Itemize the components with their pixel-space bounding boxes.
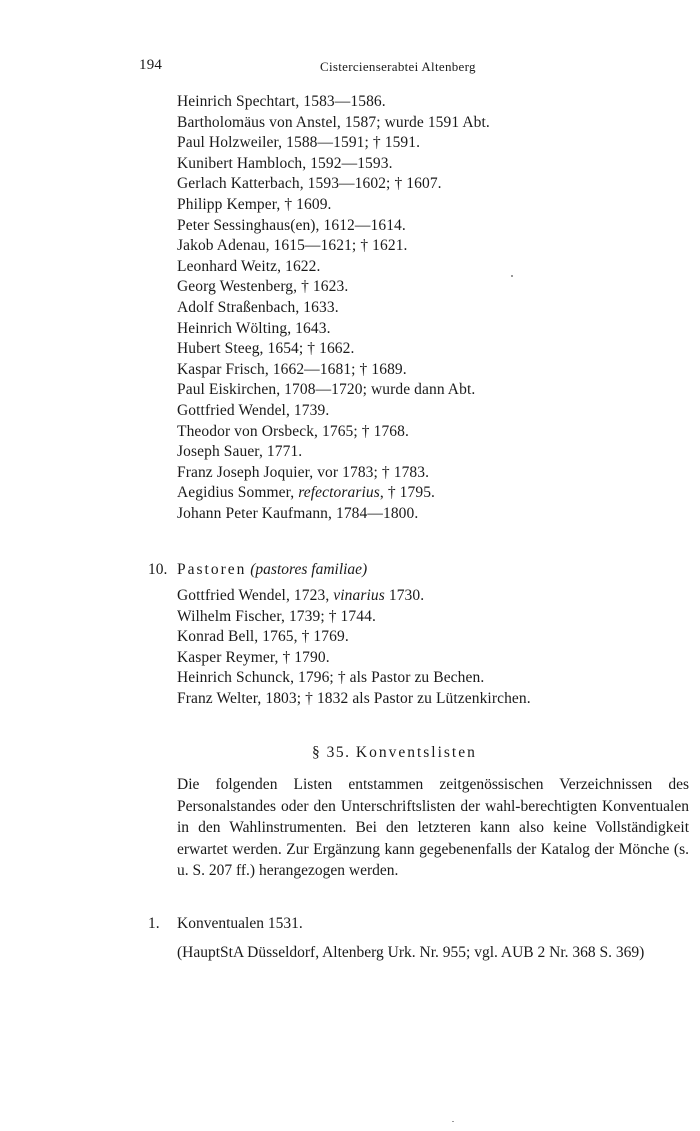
section-title	[177, 560, 367, 581]
entry-text: Gottfried Wendel, 1739.	[177, 401, 330, 419]
list-item	[177, 92, 692, 113]
entry-text: Jakob Adenau, 1615—1621; † 1621.	[177, 237, 408, 255]
entry-text: Bartholomäus von Anstel, 1587; wurde 1591 Abt.	[177, 113, 490, 131]
list-item	[177, 257, 692, 278]
list-item	[177, 216, 692, 237]
item-number: 1.	[148, 915, 160, 932]
entry-text: Johann Peter Kaufmann, 1784—1800.	[177, 504, 419, 522]
list-item	[177, 483, 692, 504]
entry-text: Aegidius Sommer,	[177, 484, 299, 502]
intro-paragraph: Die folgenden Listen entstammen zeitgenössischen Verzeichnissen des Personalstandes oder den Unterschriftslisten der wahl-berechtigten Konventualen in den Wahlinstrumenten. Bei den letzteren kann also keine Vollständigkeit erwartet werden. Zur Ergänzung kann gegebenenfalls der Katalog der Mönche (s. u. S. 207 ff.) herangezogen werden.	[177, 776, 689, 880]
list-item	[177, 360, 692, 381]
pastor-list	[177, 586, 531, 710]
entry-text: Wilhelm Fischer, 1739; † 1744.	[177, 607, 376, 625]
entry-text: Adolf Straßenbach, 1633.	[177, 298, 339, 316]
list-item	[177, 380, 692, 401]
list-item	[177, 298, 692, 319]
list-item	[177, 113, 692, 134]
section-heading	[312, 744, 477, 762]
item-title: Konventualen 1531.	[177, 915, 303, 932]
entry-text-suffix: 1730.	[384, 587, 425, 604]
list-item	[177, 133, 692, 154]
list-item	[177, 401, 692, 422]
entry-text: Gerlach Katterbach, 1593—1602; † 1607.	[177, 175, 442, 193]
entry-text: Hubert Steeg, 1654; † 1662.	[177, 340, 355, 358]
list-item	[177, 174, 692, 195]
list-item	[177, 422, 692, 443]
entry-text: Paul Eiskirchen, 1708—1720; wurde dann Abt.	[177, 381, 476, 399]
entry-text: Theodor von Orsbeck, 1765; † 1768.	[177, 422, 409, 440]
list-item	[177, 504, 692, 525]
entry-italic: vinarius	[333, 587, 385, 604]
list-item	[177, 607, 531, 628]
entry-text: Franz Joseph Joquier, vor 1783; † 1783.	[177, 463, 430, 481]
running-head: Cistercienserabtei Altenberg	[320, 59, 476, 74]
section-heading-title: Konventslisten	[355, 744, 477, 761]
entry-italic: refectorarius	[298, 484, 380, 502]
list-item	[177, 195, 692, 216]
entry-text: Heinrich Wölting, 1643.	[177, 319, 331, 337]
section-title-spaced: Pastoren	[177, 561, 247, 578]
entry-text: Peter Sessinghaus(en), 1612—1614.	[177, 216, 406, 234]
list-item	[177, 586, 531, 607]
entry-text-suffix: , † 1795.	[379, 484, 436, 502]
speck-mark	[452, 1121, 454, 1122]
list-item	[177, 668, 531, 689]
list-item	[177, 627, 531, 648]
list-item	[177, 319, 692, 340]
entry-text: Paul Holzweiler, 1588—1591; † 1591.	[177, 134, 421, 152]
section-number: 10.	[148, 561, 168, 578]
list-item	[177, 277, 692, 298]
entry-text: Joseph Sauer, 1771.	[177, 443, 303, 461]
page-header	[0, 57, 700, 81]
speck-mark	[511, 275, 513, 277]
entry-text: Gottfried Wendel, 1723,	[177, 587, 334, 604]
monk-list	[177, 92, 692, 524]
entry-text: Philipp Kemper, † 1609.	[177, 195, 332, 213]
list-item	[177, 442, 692, 463]
list-item	[177, 236, 692, 257]
list-item	[177, 463, 692, 484]
entry-text: Kaspar Frisch, 1662—1681; † 1689.	[177, 360, 407, 378]
list-item	[177, 689, 531, 710]
list-item	[177, 154, 692, 175]
entry-text: Konrad Bell, 1765, † 1769.	[177, 628, 349, 646]
entry-text: Leonhard Weitz, 1622.	[177, 257, 321, 275]
page-number: 194	[139, 57, 163, 73]
section-heading-prefix: § 35.	[312, 744, 351, 761]
entry-text: Heinrich Schunck, 1796; † als Pastor zu Bechen.	[177, 669, 485, 687]
list-item	[177, 648, 531, 669]
item-source: (HauptStA Düsseldorf, Altenberg Urk. Nr. 955; vgl. AUB 2 Nr. 368 S. 369)	[177, 944, 645, 961]
entry-text: Kasper Reymer, † 1790.	[177, 648, 330, 666]
entry-text: Georg Westenberg, † 1623.	[177, 278, 349, 296]
entry-text: Franz Welter, 1803; † 1832 als Pastor zu Lützenkirchen.	[177, 689, 531, 707]
section-title-italic: (pastores familiae)	[250, 561, 368, 578]
entry-text: Kunibert Hambloch, 1592—1593.	[177, 154, 393, 172]
entry-text: Heinrich Spechtart, 1583—1586.	[177, 93, 386, 110]
list-item	[177, 339, 692, 360]
